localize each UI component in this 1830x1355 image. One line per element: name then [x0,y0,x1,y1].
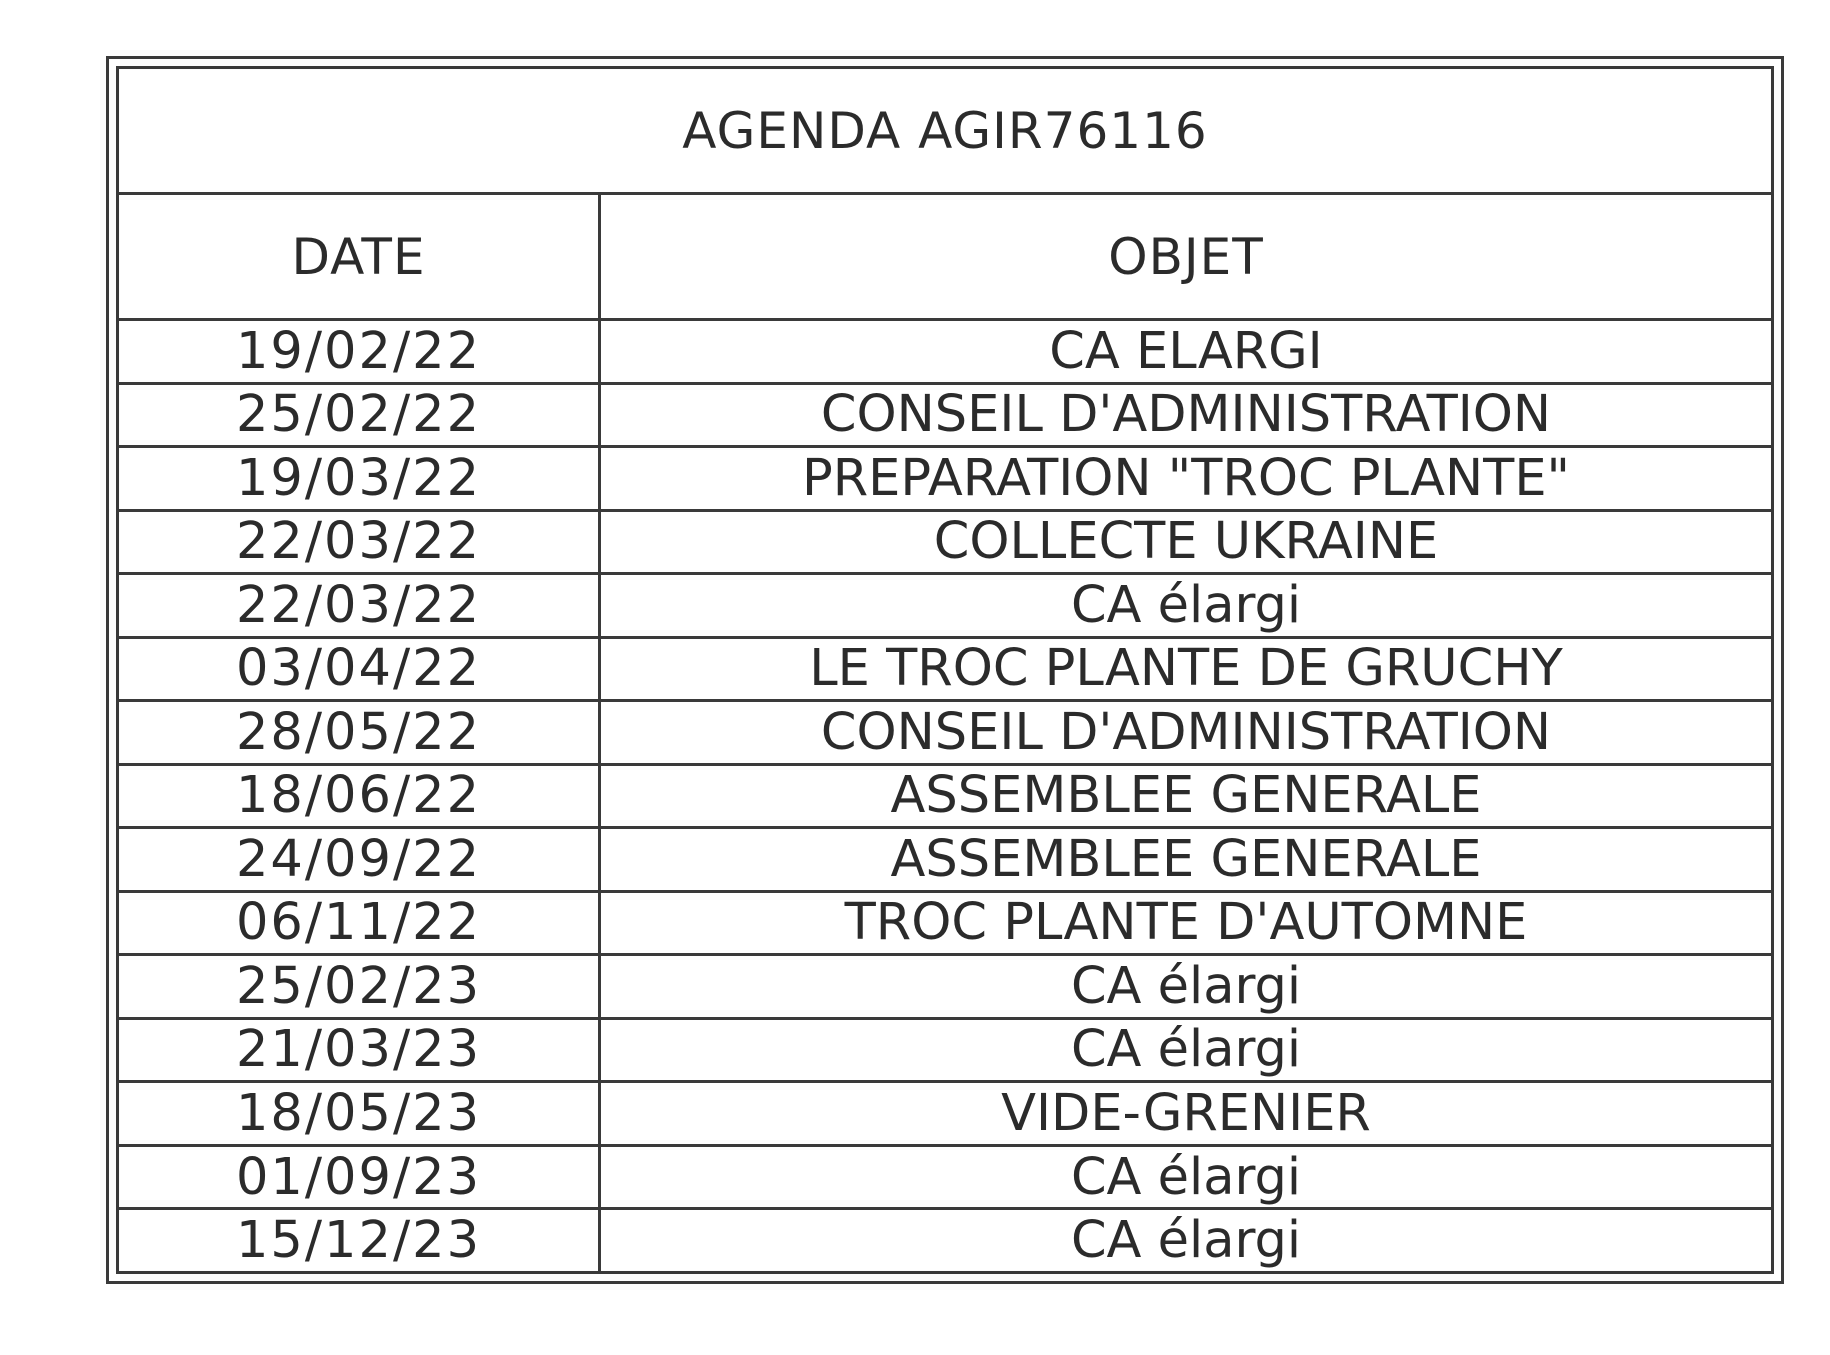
objet-cell: COLLECTE UKRAINE [600,510,1773,574]
date-cell: 19/02/22 [118,320,600,384]
objet-cell: CONSEIL D'ADMINISTRATION [600,701,1773,765]
table-row [118,447,1773,511]
objet-cell: ASSEMBLEE GENERALE [600,764,1773,828]
objet-column-header: OBJET [600,194,1773,320]
table-row [118,637,1773,701]
date-column-header: DATE [118,194,600,320]
date-cell: 15/12/23 [118,1209,600,1273]
table-row [118,764,1773,828]
table-row [118,1145,1773,1209]
objet-cell: CA élargi [600,1145,1773,1209]
objet-cell: ASSEMBLEE GENERALE [600,828,1773,892]
objet-cell: LE TROC PLANTE DE GRUCHY [600,637,1773,701]
objet-cell: CA élargi [600,1018,1773,1082]
date-cell: 22/03/22 [118,510,600,574]
agenda-frame [106,56,1784,1284]
date-cell: 22/03/22 [118,574,600,638]
date-cell: 18/06/22 [118,764,600,828]
date-cell: 03/04/22 [118,637,600,701]
date-cell: 25/02/23 [118,955,600,1019]
table-row [118,1082,1773,1146]
date-cell: 06/11/22 [118,891,600,955]
objet-cell: VIDE-GRENIER [600,1082,1773,1146]
date-cell: 18/05/23 [118,1082,600,1146]
objet-cell: CONSEIL D'ADMINISTRATION [600,383,1773,447]
table-row [118,510,1773,574]
table-row [118,701,1773,765]
objet-cell: CA élargi [600,955,1773,1019]
table-row [118,828,1773,892]
table-row [118,891,1773,955]
table-row [118,1018,1773,1082]
agenda-table [116,66,1774,1274]
date-cell: 01/09/23 [118,1145,600,1209]
date-cell: 21/03/23 [118,1018,600,1082]
table-row [118,1209,1773,1273]
table-row [118,955,1773,1019]
date-cell: 24/09/22 [118,828,600,892]
agenda-title: AGENDA AGIR76116 [118,68,1773,194]
objet-cell: CA élargi [600,574,1773,638]
table-row [118,320,1773,384]
objet-cell: TROC PLANTE D'AUTOMNE [600,891,1773,955]
date-cell: 25/02/22 [118,383,600,447]
header-row [118,194,1773,320]
table-row [118,383,1773,447]
date-cell: 19/03/22 [118,447,600,511]
objet-cell: CA élargi [600,1209,1773,1273]
objet-cell: CA ELARGI [600,320,1773,384]
table-row [118,574,1773,638]
date-cell: 28/05/22 [118,701,600,765]
title-row [118,68,1773,194]
objet-cell: PREPARATION "TROC PLANTE" [600,447,1773,511]
